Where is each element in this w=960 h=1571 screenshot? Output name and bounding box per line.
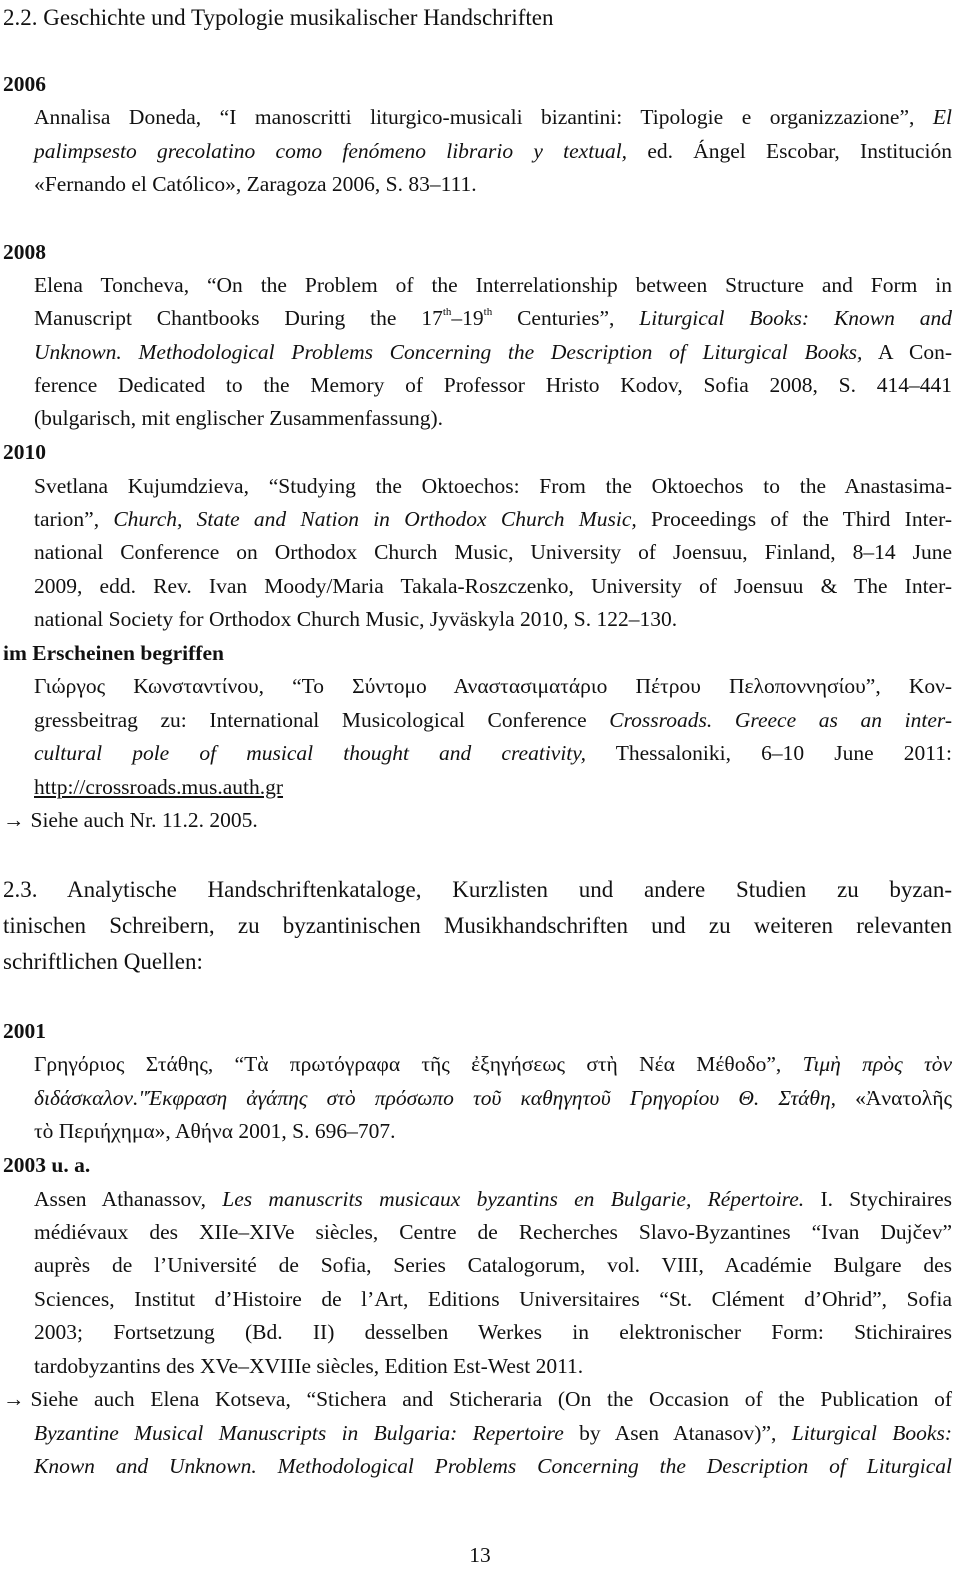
see-also-text: Siehe auch Elena Kotseva, “Stichera and Sticheraria (On the Occasion of the Publication of — [30, 1387, 952, 1411]
entry-2010-line-5: national Society for Orthodox Church Music, Jyväskyla 2010, S. 122–130. — [34, 607, 678, 631]
entry-text: Γρηγόριος Στάθης, “Τὰ πρωτόγραφα τῆς ἐξηγήσεως στὴ Νέα Μέθοδο”, — [34, 1052, 803, 1076]
entry-title-italic: Liturgical Books: — [791, 1421, 952, 1445]
entry-text: I. Stychiraires — [804, 1187, 952, 1211]
entry-2010-line-3: national Conference on Orthodox Church Music, University of Joensuu, Finland, 8–14 June — [34, 540, 952, 564]
entry-text: Annalisa Doneda, “I manoscritti liturgico-musicali bizantini: Tipologie e organizzazione”, — [34, 105, 933, 129]
entry-text: –19 — [451, 306, 484, 330]
in-press-line-4 — [34, 771, 952, 804]
entry-text: Proceedings of the Third Inter- — [636, 507, 952, 531]
entry-title-italic: Liturgical Books: Known and — [639, 306, 952, 330]
entry-text: tarion”, — [34, 507, 114, 531]
entry-title-italic: palimpsesto grecolatino como fenómeno librario y textual, — [34, 139, 628, 163]
entry-title-italic: Byzantine Musical Manuscripts in Bulgaria: Repertoire — [34, 1421, 564, 1445]
entry-2001-line-1 — [34, 1048, 952, 1081]
right-arrow-icon: → — [3, 1387, 25, 1411]
entry-text: Manuscript Chantbooks During the 17 — [34, 306, 443, 330]
entry-2010-line-4: 2009, edd. Rev. Ivan Moody/Maria Takala-Roszczenko, University of Joensuu & The Inter- — [34, 574, 952, 598]
entry-text: Centuries”, — [492, 306, 640, 330]
entry-2008-line-4: ference Dedicated to the Memory of Professor Hristo Kodov, Sofia 2008, S. 414–441 — [34, 373, 952, 397]
year-heading-2003: 2003 u. a. — [3, 1153, 91, 1177]
entry-title-italic: cultural pole of musical thought and creativity, — [34, 741, 587, 765]
entry-text: «Ἀνατολῆς — [836, 1086, 952, 1110]
entry-2008-line-2 — [34, 302, 952, 335]
entry-2008-line-3 — [34, 336, 952, 369]
entry-text: A Con- — [862, 340, 953, 364]
in-press-line-2 — [34, 704, 952, 737]
entry-title-italic: Crossroads. Greece as an inter- — [609, 708, 952, 732]
entry-2006-line-1 — [34, 101, 952, 134]
in-press-line-3 — [34, 737, 952, 770]
page-number: 13 — [469, 1543, 491, 1567]
entry-2001-line-3: τὸ Περιήχημα», Αθήνα 2001, S. 696–707. — [34, 1119, 396, 1143]
entry-2003-line-4: Sciences, Institut d’Histoire de l’Art, Editions Universitaires “St. Clément d’Ohrid”, Sofia — [34, 1287, 952, 1311]
in-press-heading: im Erscheinen begriffen — [3, 641, 224, 665]
section-heading-2-3-line-1: 2.3. Analytische Handschriftenkataloge, Kurzlisten und andere Studien zu byzan- — [3, 877, 952, 902]
entry-2003-line-6: tardobyzantins des XVe–XVIIIe siècles, Edition Est-West 2011. — [34, 1354, 584, 1378]
superscript: th — [442, 306, 452, 318]
see-also-kotseva-line-1 — [3, 1383, 952, 1416]
in-press-line-1: Γιώργος Κωνσταντίνου, “Το Σύντομο Αναστασιματάριο Πέτρου Πελοποννησίου”, Κον- — [34, 674, 952, 698]
see-also-text: Siehe auch Nr. 11.2. 2005. — [30, 808, 258, 832]
entry-2003-line-2: médiévaux des XIIe–XIVe siècles, Centre de Recherches Slavo-Byzantines “Ivan Dujčev” — [34, 1220, 952, 1244]
entry-2008-line-1: Elena Toncheva, “On the Problem of the Interrelationship between Structure and Form in — [34, 273, 952, 297]
section-heading-2-3-line-2: tinischen Schreibern, zu byzantinischen Musikhandschriften und zu weiteren relevanten — [3, 913, 952, 938]
entry-title-italic: διδάσκαλον.ʺΈκφραση ἀγάπης στὸ πρόσωπο τοῦ καθηγητοῦ Γρηγορίου Θ. Στάθη, — [34, 1086, 837, 1110]
entry-title-italic: Les manuscrits musicaux byzantins en Bulgarie, Répertoire. — [222, 1187, 805, 1211]
entry-2001-line-2 — [34, 1082, 952, 1115]
entry-2003-line-1 — [34, 1183, 952, 1216]
entry-text: ed. Ángel Escobar, Institución — [627, 139, 953, 163]
section-heading-2-2 — [3, 0, 952, 36]
entry-title-italic: Τιμὴ πρὸς τὸν — [802, 1052, 952, 1076]
year-heading-2010: 2010 — [3, 440, 46, 464]
section-number: 2.2. — [3, 5, 38, 30]
year-heading-2001: 2001 — [3, 1019, 46, 1043]
entry-title-italic: Church, State and Nation in Orthodox Church Music, — [113, 507, 637, 531]
year-heading-2006: 2006 — [3, 72, 46, 96]
entry-2003-line-3: auprès de l’Université de Sofia, Series Catalogorum, vol. VIII, Académie Bulgare des — [34, 1253, 952, 1277]
entry-text: gressbeitrag zu: International Musicological Conference — [34, 708, 610, 732]
crossroads-link[interactable]: http://crossroads.mus.auth.gr — [34, 775, 284, 799]
year-heading-2008: 2008 — [3, 240, 46, 264]
entry-2006-line-2 — [34, 135, 952, 168]
entry-text: by Asen Atanasov)”, — [563, 1421, 792, 1445]
see-also-line — [3, 804, 952, 837]
section-heading-2-3-line-3: schriftlichen Quellen: — [3, 949, 203, 974]
superscript: th — [483, 306, 493, 318]
section-title: Geschichte und Typologie musikalischer Handschriften — [43, 5, 554, 30]
entry-2010-line-1: Svetlana Kujumdzieva, “Studying the Oktoechos: From the Oktoechos to the Anastasima- — [34, 474, 952, 498]
entry-text: Assen Athanassov, — [34, 1187, 223, 1211]
entry-text: Thessaloniki, 6–10 June 2011: — [586, 741, 952, 765]
entry-title-italic: El — [932, 105, 952, 129]
right-arrow-icon: → — [3, 808, 25, 832]
entry-2008-line-5: (bulgarisch, mit englischer Zusammenfassung). — [34, 406, 443, 430]
entry-title-italic: Unknown. Methodological Problems Concerning the Description of Liturgical Books, — [34, 340, 863, 364]
see-also-kotseva-line-3: Known and Unknown. Methodological Problems Concerning the Description of Liturgical — [34, 1454, 952, 1478]
entry-2010-line-2 — [34, 503, 952, 536]
see-also-kotseva-line-2 — [34, 1417, 952, 1450]
entry-2006-line-3: «Fernando el Católico», Zaragoza 2006, S. 83–111. — [34, 172, 477, 196]
entry-2003-line-5: 2003; Fortsetzung (Bd. II) desselben Werkes in elektronischer Form: Stichiraires — [34, 1320, 952, 1344]
